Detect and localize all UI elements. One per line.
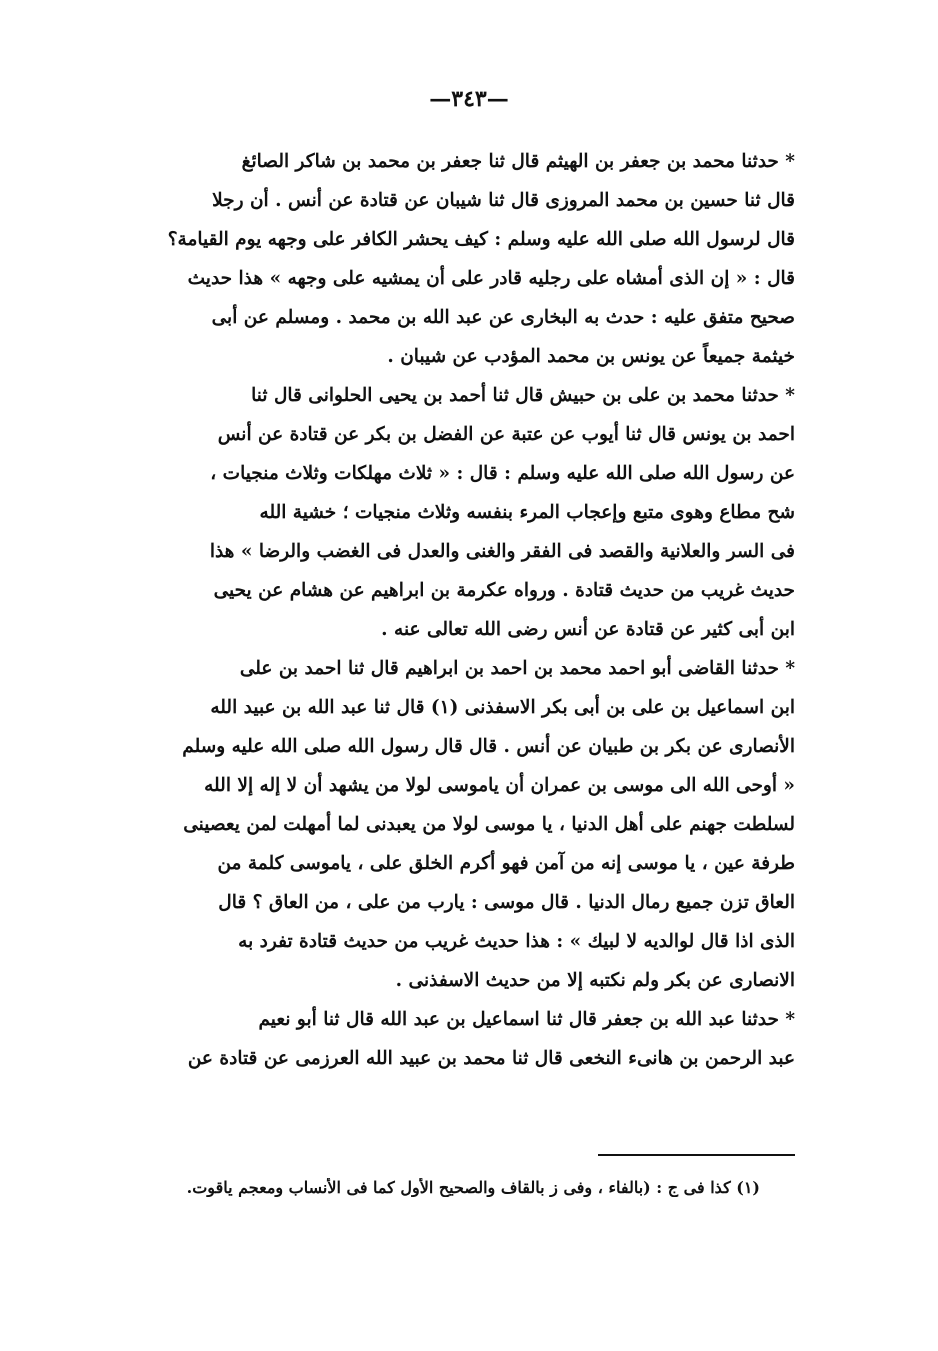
text-line: طرفة عين ، يا موسى إنه من آمن فهو أكرم الخلق على ، ياموسى كلمة من: [217, 853, 795, 874]
text-line: الانصارى عن بكر ولم نكتبه إلا من حديث الاسفذنى .: [395, 970, 795, 991]
text-line: حديث غريب من حديث قتادة . ورواه عكرمة بن ابراهيم عن هشام عن يحيى: [213, 580, 795, 601]
footnote-divider: [598, 1154, 795, 1156]
body-text: [150, 142, 795, 1078]
text-line: * حدثنا محمد بن على بن حبيش قال ثنا أحمد بن يحيى الحلوانى قال ثنا: [251, 385, 795, 406]
text-line: * حدثنا عبد الله بن جعفر قال ثنا اسماعيل بن عبد الله قال ثنا أبو نعيم: [258, 1009, 795, 1030]
text-line: عبد الرحمن بن هانىء النخعى قال ثنا محمد بن عبيد الله العرزمى عن قتادة عن: [187, 1048, 795, 1069]
text-line: ابن اسماعيل بن على بن أبى بكر الاسفذنى (١) قال ثنا عبد الله بن عبيد الله: [210, 697, 795, 718]
text-line: العاق تزن جميع رمال الدنيا . قال موسى : يارب من على ، من العاق ؟ قال: [218, 892, 795, 913]
text-line: احمد بن يونس قال ثنا أيوب عن عتبة عن الفضل بن بكر عن قتادة عن أنس: [217, 424, 795, 445]
text-line: قال ثنا حسين بن محمد المروزى قال ثنا شيبان عن قتادة عن أنس . أن رجلا: [212, 190, 795, 211]
text-line: عن رسول الله صلى الله عليه وسلم : قال : « ثلاث مهلكات وثلاث منجيات ،: [210, 463, 795, 484]
text-line: خيثمة جميعاً عن يونس بن محمد المؤدب عن شيبان .: [387, 346, 795, 367]
text-line: قال لرسول الله صلى الله عليه وسلم : كيف يحشر الكافر على وجهه يوم القيامة؟: [167, 229, 795, 250]
text-line: * حدثنا القاضى أبو احمد محمد بن احمد بن ابراهيم قال ثنا احمد بن على: [239, 658, 795, 679]
text-line: فى السر والعلانية والقصد فى الفقر والغنى والعدل فى الغضب والرضا » هذا: [209, 541, 795, 562]
footnote: (١) كذا فى ج : (بالفاء ، وفى ز بالقاف والصحيح الأول كما فى الأنساب ومعجم ياقوت.: [186, 1178, 760, 1197]
text-line: * حدثنا محمد بن جعفر بن الهيثم قال ثنا جعفر بن محمد بن شاكر الصائغ: [241, 151, 795, 172]
text-line: قال : « إن الذى أمشاه على رجليه قادر على أن يمشيه على وجهه » هذا حديث: [187, 268, 795, 289]
text-line: ابن أبى كثير عن قتادة عن أنس رضى الله تعالى عنه .: [381, 619, 795, 640]
text-line: « أوحى الله الى موسى بن عمران أن ياموسى لولا من يشهد أن لا إله إلا الله: [204, 775, 795, 796]
text-line: شح مطاع وهوى متبع وإعجاب المرء بنفسه وثلاث منجيات ؛ خشية الله: [259, 502, 795, 523]
text-line: لسلطت جهنم على أهل الدنيا ، يا موسى لولا من يعبدنى لما أمهلت لمن يعصينى: [183, 814, 795, 835]
page-number: —٣٤٣—: [429, 86, 509, 112]
text-line: الذى اذا قال لوالديه لا لبيك » : هذا حديث غريب من حديث قتادة تفرد به: [238, 931, 795, 952]
text-line: الأنصارى عن بكر بن طبيان عن أنس . قال قال رسول الله صلى الله عليه وسلم: [182, 736, 795, 757]
text-line: صحيح متفق عليه : حدث به البخارى عن عبد الله بن محمد . ومسلم عن أبى: [211, 307, 795, 328]
